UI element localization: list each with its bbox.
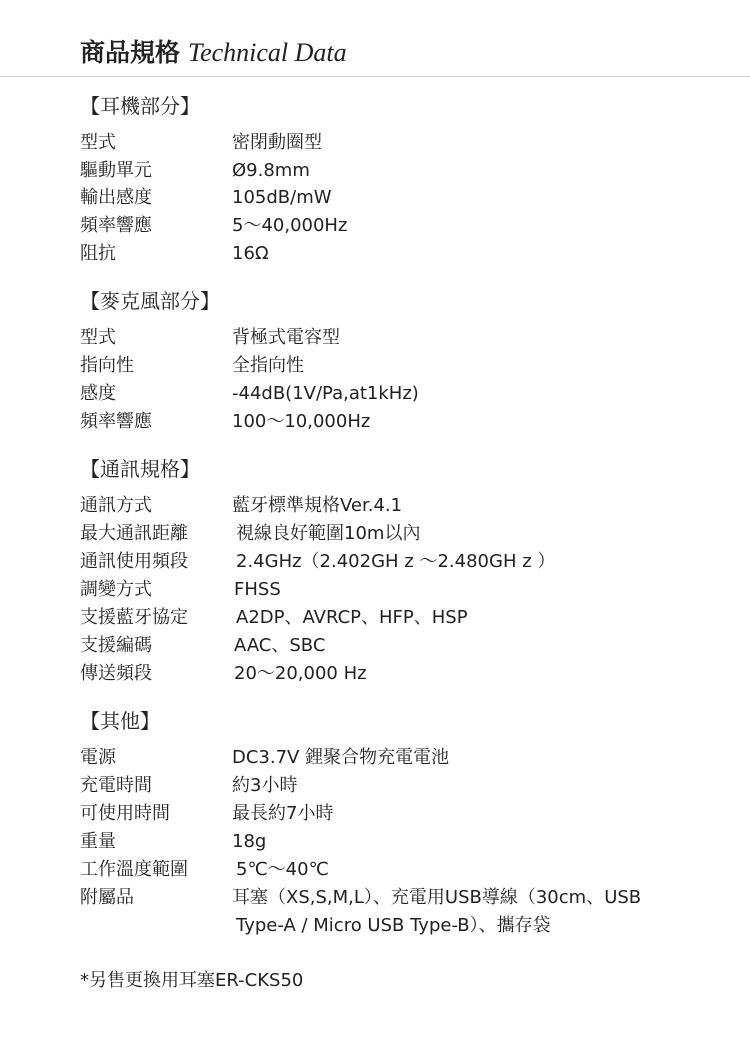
spec-value: 5℃～40℃: [236, 859, 329, 880]
spec-value: Ø9.8mm: [232, 160, 310, 181]
spec-value: FHSS: [234, 579, 281, 600]
spec-label: 重量: [80, 831, 116, 852]
spec-value: 密閉動圈型: [232, 132, 322, 153]
spec-label: 驅動單元: [80, 160, 152, 181]
spec-label: 型式: [80, 132, 116, 153]
spec-value: 20～20,000 Hz: [234, 663, 367, 684]
section-title-microphone: 【麥克風部分】: [80, 289, 220, 313]
spec-label: 充電時間: [80, 775, 152, 796]
spec-value: AAC、SBC: [234, 635, 326, 656]
spec-label: 型式: [80, 327, 116, 348]
spec-label: 電源: [80, 747, 116, 768]
spec-value: 2.4GHz（2.402GH z ～2.480GH z ）: [236, 551, 556, 572]
section-title-communication: 【通訊規格】: [80, 457, 200, 481]
spec-label: 可使用時間: [80, 803, 170, 824]
footnote: *另售更換用耳塞ER-CKS50: [80, 970, 304, 991]
spec-value: 100～10,000Hz: [232, 411, 371, 432]
spec-label: 支援編碼: [80, 635, 152, 656]
section-title-other: 【其他】: [80, 709, 160, 733]
spec-label: 調變方式: [80, 579, 152, 600]
spec-label: 指向性: [80, 355, 134, 376]
spec-label: 通訊方式: [80, 495, 152, 516]
spec-value: -44dB(1V/Pa,at1kHz): [232, 383, 419, 404]
spec-value: 5～40,000Hz: [232, 215, 348, 236]
spec-label: 最大通訊距離: [80, 523, 188, 544]
spec-value: 約3小時: [232, 775, 298, 796]
spec-value: 16Ω: [232, 243, 269, 264]
spec-value: 藍牙標準規格Ver.4.1: [232, 495, 403, 516]
page-header: [0, 0, 750, 77]
spec-label: 感度: [80, 383, 116, 404]
spec-value: DC3.7V 鋰聚合物充電電池: [232, 747, 450, 768]
spec-value: 18g: [232, 831, 267, 852]
spec-value: 最長約7小時: [232, 803, 334, 824]
spec-value: A2DP、AVRCP、HFP、HSP: [236, 607, 468, 628]
spec-label: 傳送頻段: [80, 663, 152, 684]
title-english: Technical Data: [188, 38, 347, 67]
spec-label: 頻率響應: [80, 411, 152, 432]
spec-label: 輸出感度: [80, 187, 152, 208]
spec-value: 耳塞（XS,S,M,L）、充電用USB導線（30cm、USB: [232, 887, 642, 908]
spec-value: 視線良好範圍10m以內: [236, 523, 421, 544]
section-title-earphone: 【耳機部分】: [80, 94, 200, 118]
spec-label: 頻率響應: [80, 215, 152, 236]
spec-label: 通訊使用頻段: [80, 551, 188, 572]
spec-label: 工作溫度範圍: [80, 859, 188, 880]
title-chinese: 商品規格: [80, 38, 181, 67]
spec-label: 阻抗: [80, 243, 116, 264]
spec-value: 105dB/mW: [232, 187, 332, 208]
spec-label: 附屬品: [80, 887, 134, 908]
page-title: [80, 36, 347, 70]
spec-label: 支援藍牙協定: [80, 607, 188, 628]
spec-value-continued: Type-A / Micro USB Type-B）、攜存袋: [236, 915, 551, 936]
spec-value: 全指向性: [232, 355, 304, 376]
spec-value: 背極式電容型: [232, 327, 340, 348]
